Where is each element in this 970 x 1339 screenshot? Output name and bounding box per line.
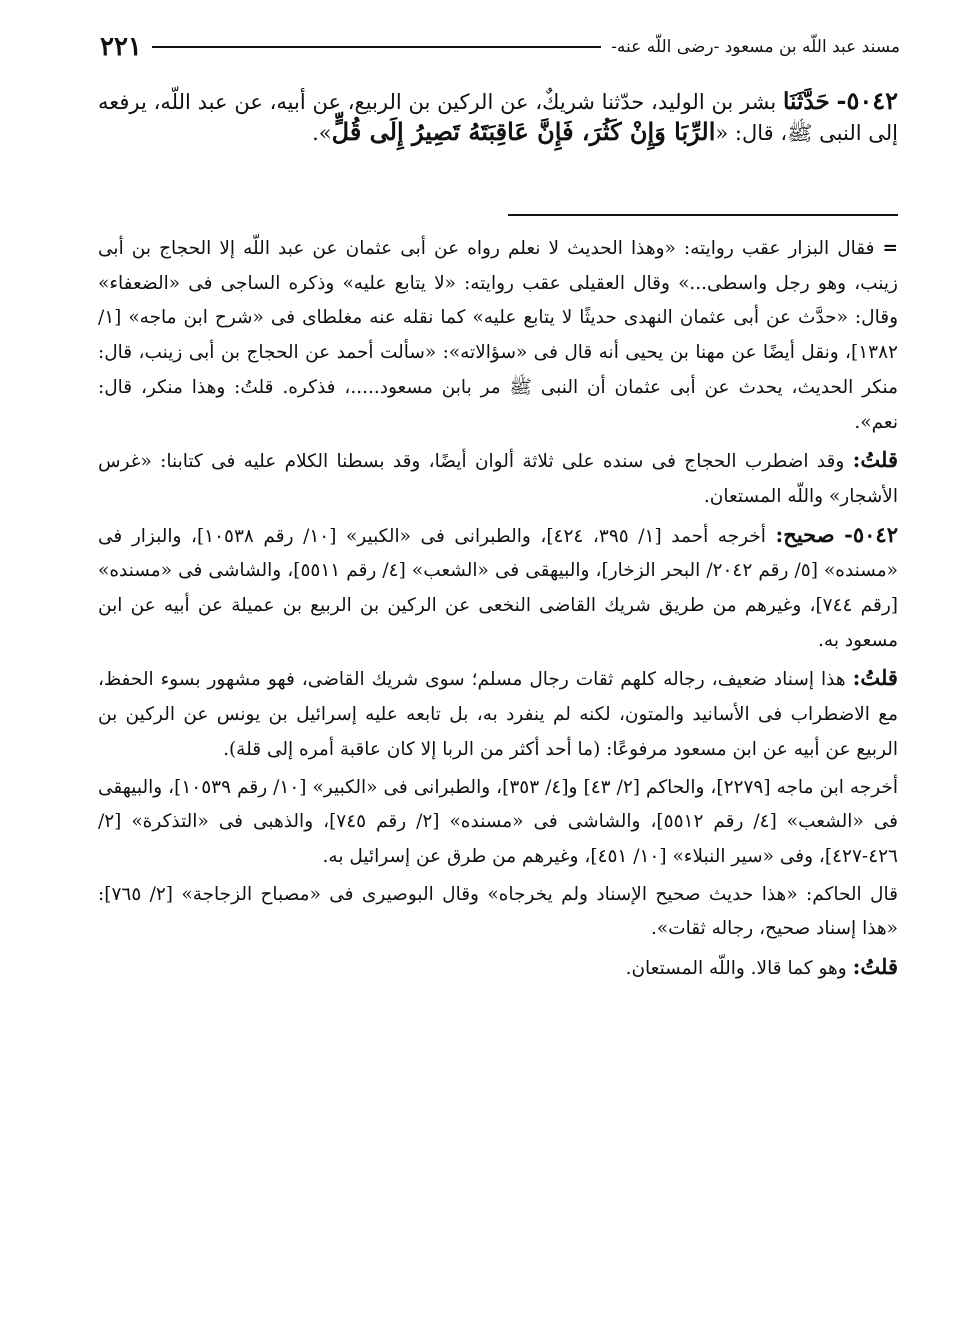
qultu-label: قلتُ: bbox=[852, 665, 898, 691]
footnote-note bbox=[98, 950, 898, 987]
takhrij-paragraph bbox=[98, 518, 898, 659]
footnote-separator bbox=[508, 214, 898, 216]
note-text: وهو كما قالا. واللّه المستعان. bbox=[625, 958, 847, 980]
takhrij-text: أخرجه أحمد [١/ ٣٩٥، ٤٢٤]، والطبرانى فى «الكبير» [١٠/ رقم ١٠٥٣٨]، والبزار فى «مسنده» [٥/ رقم ٢٠٤٢/ البحر الزخار]، والبيهقى فى «الشعب» [٤/ رقم ٥٥١١]، والشاشى فى «مسنده» [رقم ٧٤٤]، وغيرهم من طريق شريك القاضى النخعى عن الركين بن الربيع بن عميلة عن أبيه عن ابن مسعود به. bbox=[98, 525, 899, 651]
hakim-text: قال الحاكم: «هذا حديث صحيح الإسناد ولم يخرجاه» وقال البوصيرى فى «مصباح الزجاجة» [٢/ ٧٦٥]: «هذا إسناد صحيح، رجاله ثقات». bbox=[98, 883, 898, 940]
hadith-text bbox=[98, 86, 898, 148]
hadith-number: ٥٠٤٢- bbox=[836, 86, 898, 115]
running-title: مسند عبد اللّه بن مسعود -رضى اللّه عنه- bbox=[611, 37, 900, 57]
footnote-continuation bbox=[98, 232, 898, 440]
hadith-paragraph bbox=[98, 86, 898, 148]
takhrij-paragraph bbox=[98, 771, 898, 875]
footnotes bbox=[98, 232, 898, 987]
footnote-note bbox=[98, 443, 898, 514]
narration-opener: حَدَّثَنَا bbox=[783, 88, 830, 115]
qultu-label: قلتُ: bbox=[852, 954, 898, 980]
hadith-isnad: بشر بن الوليد، حدّثنا شريكٌ، عن الركين بن الربيع، عن أبيه، عن عبد اللّه، يرفعه إلى النبى ﷺ، قال: « bbox=[98, 90, 898, 145]
hadith-quote: الرِّبَا وَإِنْ كَثُرَ، فَإِنَّ عَاقِبَتَهُ تَصِيرُ إِلَى قُلٍّ bbox=[331, 117, 716, 146]
grade-label: صحيح: bbox=[775, 521, 835, 547]
takhrij-number: ٥٠٤٢- bbox=[844, 521, 898, 547]
quote-close: ». bbox=[312, 121, 332, 145]
takhrij-text: أخرجه ابن ماجه [٢٢٧٩]، والحاكم [٢/ ٤٣] و[٤/ ٣٥٣]، والطبرانى فى «الكبير» [١٠/ رقم ١٠٥٣٩]، والبيهقى فى «الشعب» [٤/ رقم ٥٥١٢]، والشاشى فى «مسنده» [٢/ رقم ٧٤٥]، والذهبى فى «التذكرة» [٢/ ٤٢٦-٤٢٧]، وفى «سير النبلاء» [١٠/ ٤٥١]، وغيرهم من طرق عن إسرائيل به. bbox=[98, 776, 898, 867]
qultu-label: قلتُ: bbox=[852, 447, 899, 473]
header-rule bbox=[152, 46, 601, 48]
continuation-marker: = bbox=[882, 238, 898, 259]
hakim-paragraph bbox=[98, 878, 898, 947]
note-text: وقد اضطرب الحجاج فى سنده على ثلاثة ألوان أيضًا، وقد بسطنا الكلام عليه فى كتابنا: «غرس الأشجار» واللّه المستعان. bbox=[98, 451, 898, 507]
continuation-text: فقال البزار عقب روايته: «وهذا الحديث لا نعلم رواه عن أبى عثمان عن عبد اللّه إلا الحجاج بن أبى زينب، وهو رجل واسطى...» وقال العقيلى عقب روايته: «لا يتابع عليه» وذكره الساجى فى «الضعفاء» وقال: «حدَّث عن أبى عثمان النهدى حديثًا لا يتابع عليه» كما نقله عنه مغلطاى فى «شرح ابن ماجه» [١/ ١٣٨٢]، ونقل أيضًا عن مهنا بن يحيى أنه قال فى «سؤالاته»: «سألت أحمد عن الحجاج بن أبى زينب، قال: منكر الحديث، يحدث عن أبى عثمان أن النبى ﷺ مر بابن مسعود.....، فذكره. قلتُ: وهذا منكر، قال: نعم». bbox=[98, 238, 898, 433]
note-text: هذا إسناد ضعيف، رجاله كلهم ثقات رجال مسلم؛ سوى شريك القاضى، فهو مشهور بسوء الحفظ، مع الاضطراب فى الأسانيد والمتون، لكنه لم ينفرد به، بل تابعه عليه إسرائيل بن يونس عن الركين بن الربيع عن أبيه عن ابن مسعود مرفوعًا: (ما أحد أكثر من الربا إلا كان عاقبة أمره إلى قلة). bbox=[98, 669, 898, 760]
footnote-note bbox=[98, 661, 898, 767]
page-header bbox=[100, 30, 900, 64]
page-number: ٢٢١ bbox=[100, 32, 142, 62]
